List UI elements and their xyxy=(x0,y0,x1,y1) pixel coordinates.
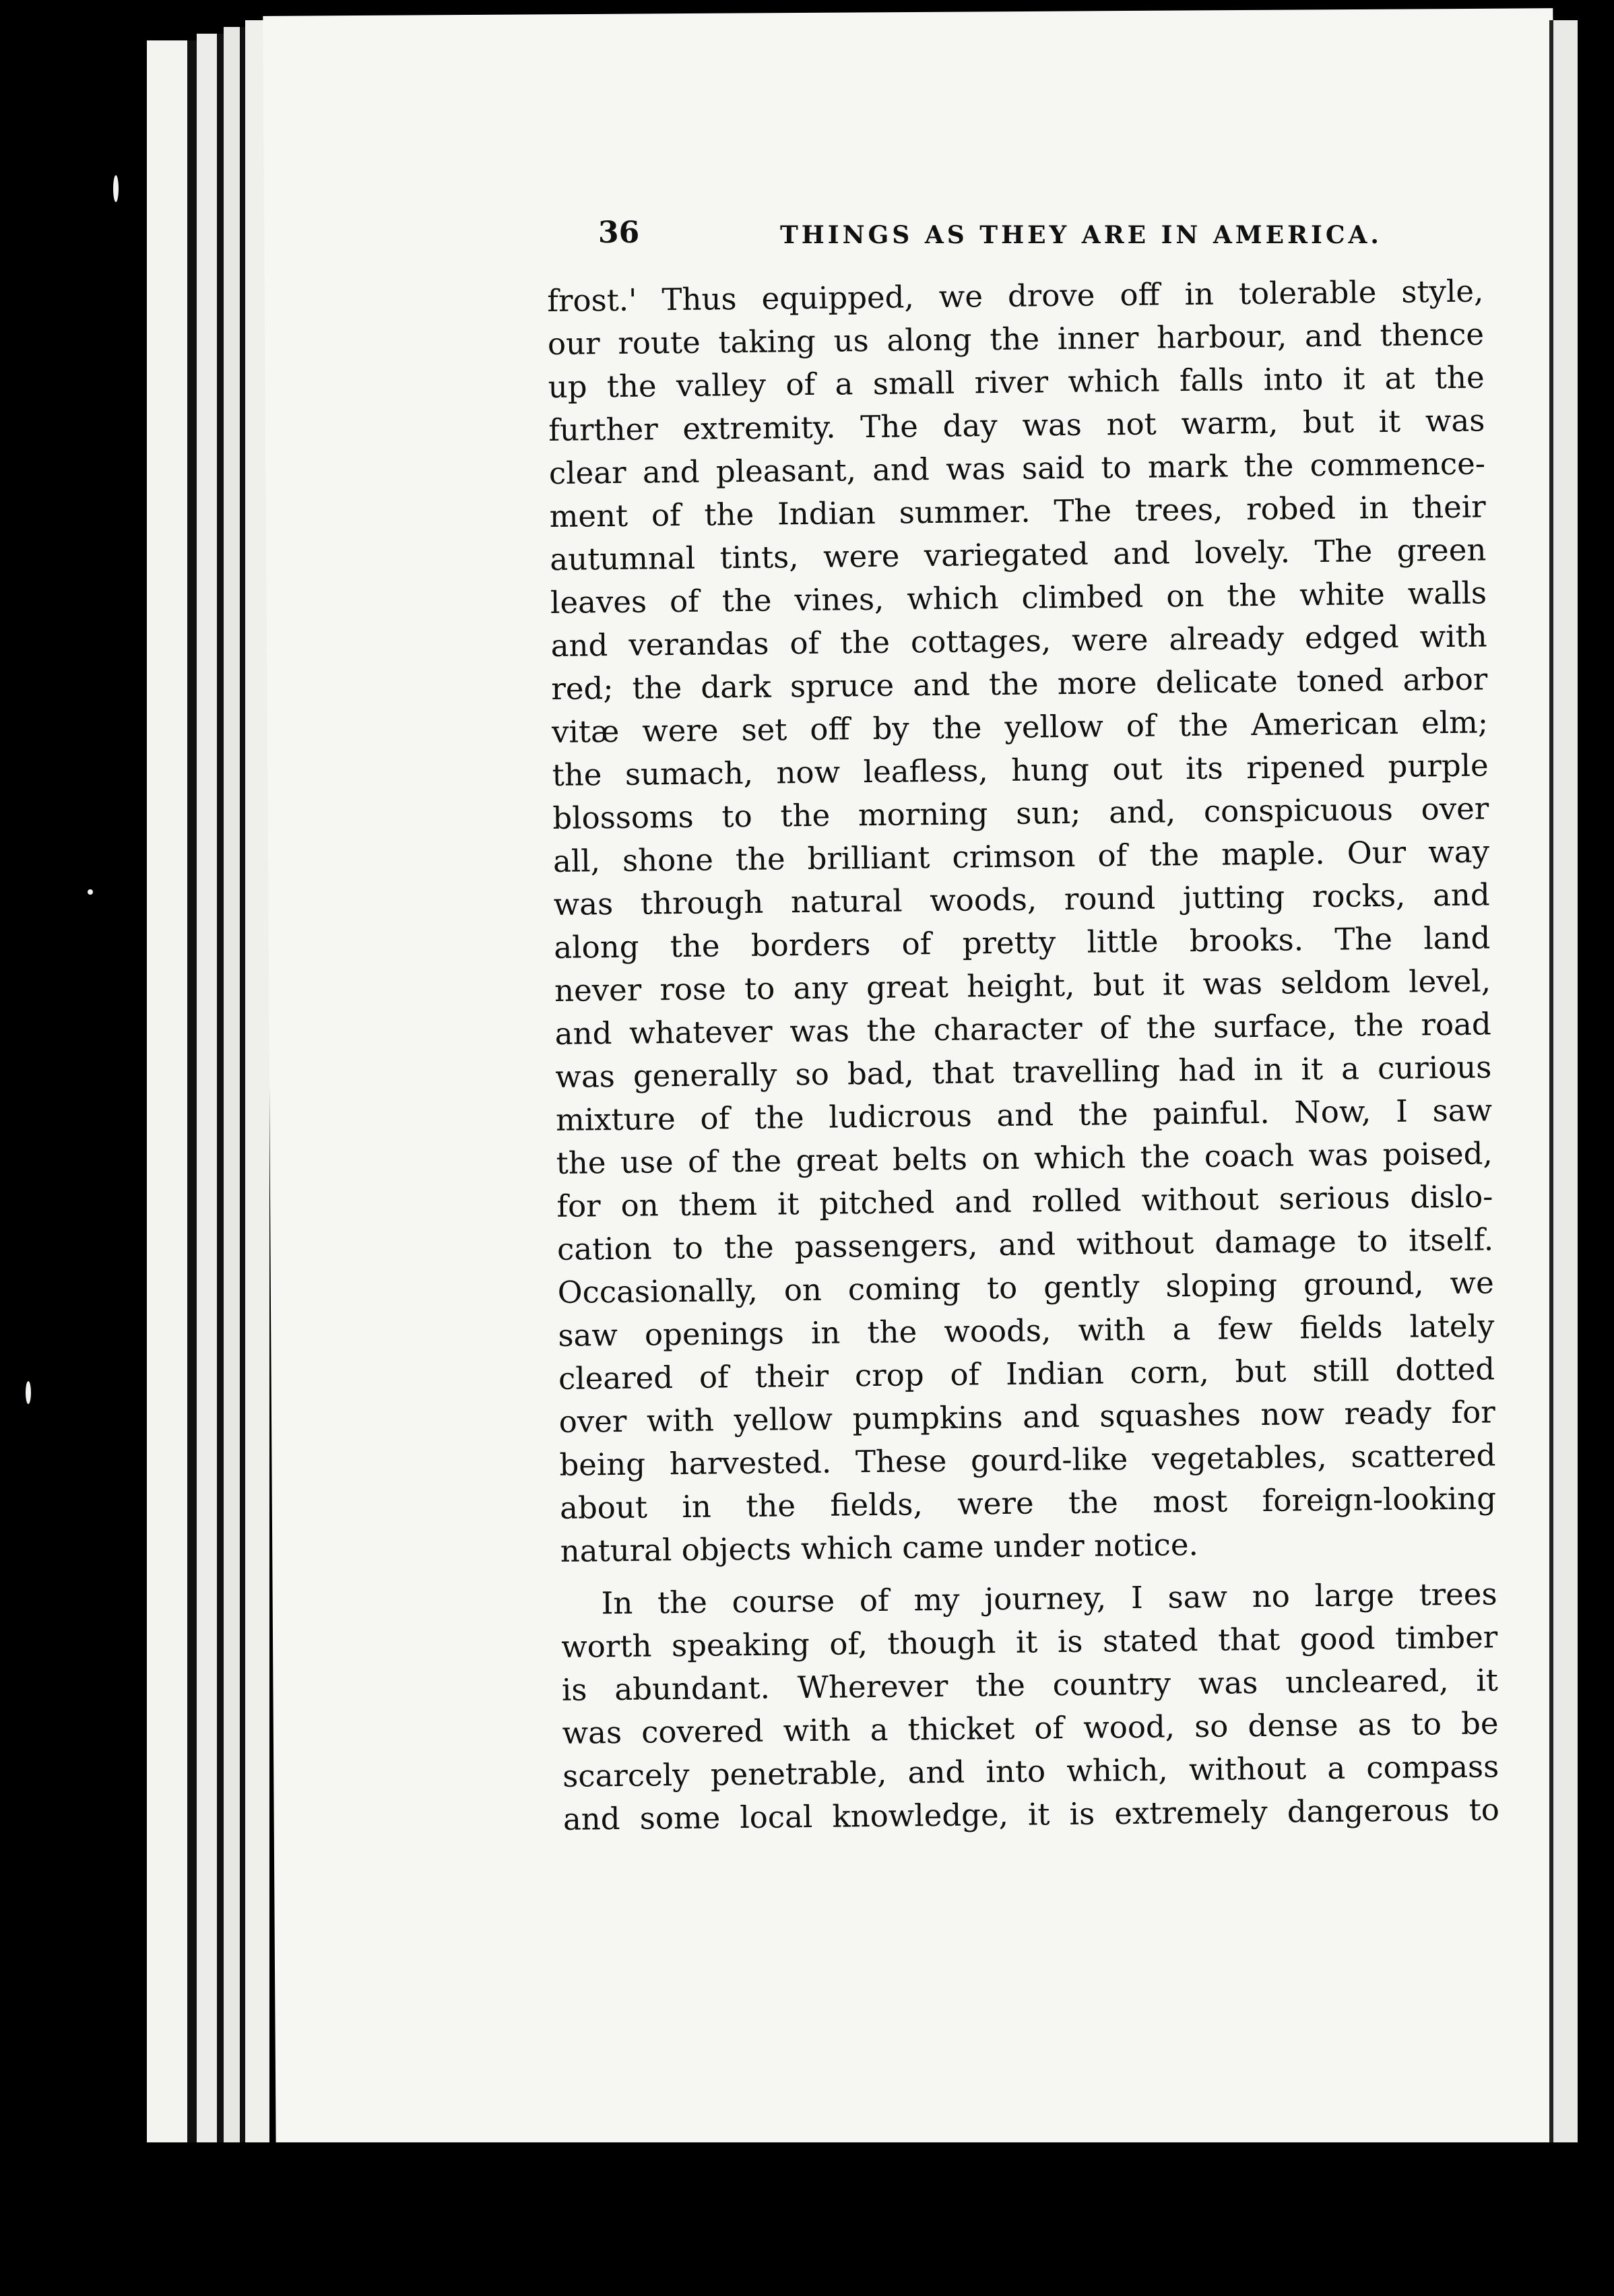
text-line: worth speaking of, though it is stated that good timber xyxy=(560,1619,1498,1665)
text-line: and whatever was the character of the surface, the road xyxy=(554,1006,1491,1052)
text-line: red; the dark spruce and the more delicate toned arbor xyxy=(551,661,1488,707)
body-text xyxy=(547,269,1499,1841)
page-edge-layer xyxy=(197,34,217,2149)
text-line: and some local knowledge, it is extremely dangerous to xyxy=(562,1791,1500,1837)
page-edge-line xyxy=(217,34,224,2149)
text-line: clear and pleasant, and was said to mark the commence- xyxy=(548,445,1486,491)
text-line: all, shone the brilliant crimson of the maple. Our way xyxy=(552,833,1490,879)
text-line: saw openings in the woods, with a few fields lately xyxy=(558,1308,1495,1353)
text-line: mixture of the ludicrous and the painful. Now, I saw xyxy=(555,1092,1493,1138)
running-title: THINGS AS THEY ARE IN AMERICA. xyxy=(780,221,1382,249)
margin-speck xyxy=(88,889,93,895)
text-line: further extremity. The day was not warm, but it was xyxy=(548,402,1485,448)
margin-speck xyxy=(113,175,119,202)
text-line: scarcely penetrable, and into which, without a compass xyxy=(562,1748,1499,1794)
page-number: 36 xyxy=(598,216,640,250)
text-line: for on them it pitched and rolled without serious dislo- xyxy=(556,1178,1493,1224)
text-line: our route taking us along the inner harbour, and thence xyxy=(547,316,1485,362)
page-edge-layer xyxy=(147,40,187,2142)
text-line: vitæ were set off by the yellow of the American elm; xyxy=(551,704,1489,750)
text-line: natural objects which came under notice. xyxy=(560,1526,1198,1569)
text-line: Occasionally, on coming to gently sloping ground, we xyxy=(557,1265,1494,1310)
page-edge-layer xyxy=(224,27,240,2149)
margin-speck xyxy=(26,1381,31,1404)
text-line: never rose to any great height, but it was seldom level, xyxy=(554,963,1491,1009)
text-line: up the valley of a small river which falls into it at the xyxy=(548,359,1485,405)
text-line: along the borders of pretty little brooks. The land xyxy=(554,920,1491,965)
text-line: In the course of my journey, I saw no large trees xyxy=(601,1576,1497,1622)
text-line: was covered with a thicket of wood, so dense as to be xyxy=(562,1705,1499,1751)
text-line: autumnal tints, were variegated and lovely. The green xyxy=(550,532,1487,577)
page-edge-line xyxy=(187,40,197,2142)
right-page-edge xyxy=(1549,20,1578,2176)
text-line: frost.' Thus equipped, we drove off in tolerable style, xyxy=(547,273,1484,319)
text-line: ment of the Indian summer. The trees, robed in their xyxy=(549,488,1486,534)
page-edge-line xyxy=(240,27,245,2149)
text-line: the sumach, now leafless, hung out its ripened purple xyxy=(552,747,1489,793)
text-line: blossoms to the morning sun; and, conspicuous over xyxy=(552,790,1489,836)
text-line: cation to the passengers, and without damage to itself. xyxy=(556,1221,1494,1267)
text-line: cleared of their crop of Indian corn, but still dotted xyxy=(558,1351,1495,1397)
page-header xyxy=(598,216,1382,263)
text-line: leaves of the vines, which climbed on the white walls xyxy=(550,575,1487,620)
text-line: was generally so bad, that travelling had in it a curious xyxy=(555,1049,1492,1095)
text-line: was through natural woods, round jutting rocks, and xyxy=(553,876,1490,922)
scan-bottom-border xyxy=(135,2142,1614,2296)
text-line: about in the fields, were the most foreign-looking xyxy=(559,1480,1497,1526)
text-line: over with yellow pumpkins and squashes now ready for xyxy=(558,1394,1495,1440)
text-line: and verandas of the cottages, were already edged with xyxy=(550,618,1487,664)
text-line: is abundant. Wherever the country was uncleared, it xyxy=(561,1662,1499,1708)
text-line: the use of the great belts on which the coach was poised, xyxy=(556,1135,1493,1181)
text-line: being harvested. These gourd-like vegetables, scattered xyxy=(559,1437,1496,1483)
